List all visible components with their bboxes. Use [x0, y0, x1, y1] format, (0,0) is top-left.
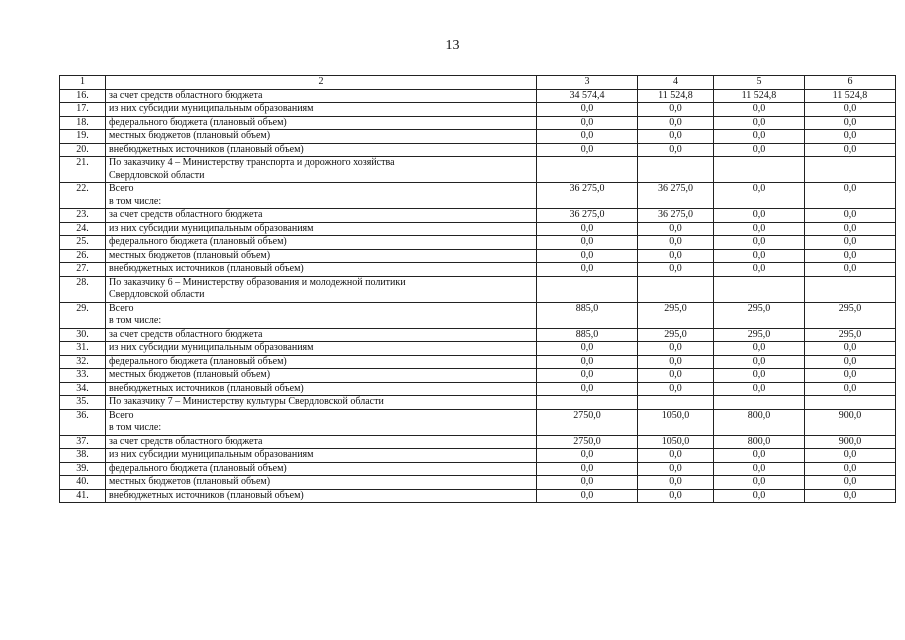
table-row: [60, 143, 896, 157]
row-value-col-4: 36 275,0: [638, 183, 714, 209]
row-value-col-3: 0,0: [537, 382, 638, 396]
row-value-col-6: 0,0: [805, 143, 896, 157]
table-row: [60, 263, 896, 277]
row-label-line: в том числе:: [109, 195, 162, 207]
row-label-line: из них субсидии муниципальным образованиям: [109, 342, 314, 353]
row-label-line: внебюджетных источников (плановый объем): [109, 263, 304, 274]
table-row: [60, 476, 896, 490]
column-header: 1: [60, 76, 106, 90]
table-header-row: [60, 76, 896, 90]
row-number: 27.: [60, 263, 106, 277]
row-label-line: местных бюджетов (плановый объем): [109, 130, 271, 141]
row-label: [106, 263, 537, 277]
table-row: [60, 342, 896, 356]
column-header: 5: [714, 76, 805, 90]
row-value-col-3: 0,0: [537, 462, 638, 476]
row-value-col-6: 11 524,8: [805, 89, 896, 103]
row-value-col-4: 295,0: [638, 302, 714, 328]
row-value-col-3: 36 275,0: [537, 209, 638, 223]
table-row: [60, 249, 896, 263]
row-value-col-6: 0,0: [805, 476, 896, 490]
row-value-col-3: [537, 396, 638, 410]
table-row: [60, 396, 896, 410]
row-value-col-5: 0,0: [714, 449, 805, 463]
row-label-line: из них субсидии муниципальным образованиям: [109, 222, 314, 234]
table-row: [60, 276, 896, 302]
row-label-line: Всего: [109, 183, 134, 194]
row-label-line: из них субсидии муниципальным образованиям: [109, 449, 314, 460]
row-label-line: внебюджетных источников (плановый объем): [109, 382, 304, 394]
table-row: [60, 236, 896, 250]
row-value-col-3: 0,0: [537, 249, 638, 263]
row-value-col-3: 0,0: [537, 263, 638, 277]
row-label-line: Свердловской области: [109, 289, 205, 300]
row-label: [106, 396, 537, 410]
row-value-col-5: 0,0: [714, 116, 805, 130]
row-label-line: федерального бюджета (плановый объем): [109, 236, 287, 247]
row-label: [106, 183, 537, 209]
row-value-col-6: 0,0: [805, 222, 896, 236]
row-value-col-5: [714, 396, 805, 410]
row-label: [106, 276, 537, 302]
table-row: [60, 116, 896, 130]
row-value-col-3: 2750,0: [537, 435, 638, 449]
table-row: [60, 435, 896, 449]
row-label-line: в том числе:: [109, 422, 162, 433]
row-value-col-6: 0,0: [805, 116, 896, 130]
table-row: [60, 222, 896, 236]
row-label-line: Всего: [109, 302, 134, 314]
row-value-col-5: 0,0: [714, 355, 805, 369]
row-number: 30.: [60, 328, 106, 342]
row-label-line: за счет средств областного бюджета: [109, 435, 263, 447]
row-label-line: местных бюджетов (плановый объем): [109, 476, 271, 487]
row-number: 36.: [60, 409, 106, 435]
row-value-col-4: 0,0: [638, 249, 714, 263]
row-label-line: внебюджетных источников (плановый объем): [109, 489, 304, 501]
row-label: [106, 236, 537, 250]
row-label: [106, 157, 537, 183]
row-value-col-6: 0,0: [805, 462, 896, 476]
row-value-col-4: [638, 276, 714, 302]
row-value-col-3: 0,0: [537, 489, 638, 503]
row-value-col-6: 0,0: [805, 103, 896, 117]
row-value-col-4: 0,0: [638, 462, 714, 476]
row-number: 40.: [60, 476, 106, 490]
row-label: [106, 369, 537, 383]
row-value-col-5: 0,0: [714, 476, 805, 490]
row-value-col-3: 0,0: [537, 130, 638, 144]
row-label-line: По заказчику 4 – Министерству транспорта и дорожного хозяйства: [109, 157, 395, 168]
row-value-col-5: 0,0: [714, 143, 805, 157]
row-value-col-3: 0,0: [537, 342, 638, 356]
row-number: 19.: [60, 130, 106, 144]
row-value-col-3: 885,0: [537, 328, 638, 342]
row-value-col-4: 0,0: [638, 449, 714, 463]
table-row: [60, 369, 896, 383]
column-header: 4: [638, 76, 714, 90]
table-row: [60, 462, 896, 476]
row-value-col-6: 295,0: [805, 328, 896, 342]
row-value-col-6: 0,0: [805, 249, 896, 263]
row-label-line: федерального бюджета (плановый объем): [109, 355, 287, 367]
row-value-col-5: 0,0: [714, 489, 805, 503]
row-number: 37.: [60, 435, 106, 449]
row-number: 16.: [60, 89, 106, 103]
row-number: 34.: [60, 382, 106, 396]
row-value-col-3: 2750,0: [537, 409, 638, 435]
row-number: 33.: [60, 369, 106, 383]
row-value-col-5: 0,0: [714, 382, 805, 396]
row-value-col-3: 0,0: [537, 103, 638, 117]
row-value-col-4: 0,0: [638, 369, 714, 383]
row-label-line: По заказчику 7 – Министерству культуры Свердловской области: [109, 396, 384, 407]
row-value-col-3: [537, 157, 638, 183]
row-number: 17.: [60, 103, 106, 117]
row-label-line: за счет средств областного бюджета: [109, 328, 263, 340]
row-value-col-5: 0,0: [714, 369, 805, 383]
row-number: 24.: [60, 222, 106, 236]
table-row: [60, 449, 896, 463]
table-row: [60, 157, 896, 183]
row-number: 29.: [60, 302, 106, 328]
row-value-col-5: 0,0: [714, 103, 805, 117]
row-value-col-5: 0,0: [714, 263, 805, 277]
row-label: [106, 302, 537, 328]
row-label-line: По заказчику 6 – Министерству образования и молодежной политики: [109, 276, 406, 288]
row-value-col-4: 1050,0: [638, 409, 714, 435]
row-value-col-4: 0,0: [638, 130, 714, 144]
row-label: [106, 489, 537, 503]
row-label: [106, 476, 537, 490]
row-value-col-6: 0,0: [805, 209, 896, 223]
row-value-col-5: 800,0: [714, 409, 805, 435]
row-label: [106, 143, 537, 157]
row-label: [106, 209, 537, 223]
row-label: [106, 89, 537, 103]
row-value-col-3: 885,0: [537, 302, 638, 328]
row-label: [106, 449, 537, 463]
page-number: 13: [445, 38, 460, 53]
row-label-line: за счет средств областного бюджета: [109, 209, 263, 220]
row-number: 32.: [60, 355, 106, 369]
row-label: [106, 355, 537, 369]
row-label: [106, 328, 537, 342]
row-value-col-5: 0,0: [714, 183, 805, 209]
row-value-col-5: 0,0: [714, 342, 805, 356]
row-value-col-4: [638, 157, 714, 183]
row-value-col-4: 0,0: [638, 489, 714, 503]
row-value-col-3: 0,0: [537, 222, 638, 236]
row-value-col-3: 0,0: [537, 236, 638, 250]
row-number: 25.: [60, 236, 106, 250]
row-number: 28.: [60, 276, 106, 302]
row-value-col-5: 295,0: [714, 328, 805, 342]
row-number: 22.: [60, 183, 106, 209]
row-value-col-5: 0,0: [714, 236, 805, 250]
row-value-col-5: 295,0: [714, 302, 805, 328]
row-value-col-3: 0,0: [537, 355, 638, 369]
row-value-col-4: 295,0: [638, 328, 714, 342]
budget-table: [59, 75, 896, 503]
row-label: [106, 382, 537, 396]
row-label: [106, 462, 537, 476]
row-value-col-6: 0,0: [805, 130, 896, 144]
table-row: [60, 130, 896, 144]
table-row: [60, 302, 896, 328]
row-value-col-6: 0,0: [805, 449, 896, 463]
row-value-col-6: 900,0: [805, 435, 896, 449]
row-value-col-5: 11 524,8: [714, 89, 805, 103]
row-value-col-3: 36 275,0: [537, 183, 638, 209]
row-label-line: из них субсидии муниципальным образованиям: [109, 103, 314, 114]
table-body: [60, 89, 896, 503]
row-value-col-5: 0,0: [714, 130, 805, 144]
row-value-col-4: 1050,0: [638, 435, 714, 449]
row-label-line: внебюджетных источников (плановый объем): [109, 143, 304, 155]
row-label-line: в том числе:: [109, 315, 162, 326]
row-value-col-5: 0,0: [714, 249, 805, 263]
row-value-col-6: [805, 396, 896, 410]
row-value-col-6: 0,0: [805, 342, 896, 356]
row-number: 26.: [60, 249, 106, 263]
row-label-line: местных бюджетов (плановый объем): [109, 249, 271, 261]
row-number: 23.: [60, 209, 106, 223]
row-label: [106, 222, 537, 236]
row-number: 18.: [60, 116, 106, 130]
column-header: 2: [106, 76, 537, 90]
row-label: [106, 249, 537, 263]
row-label-line: федерального бюджета (плановый объем): [109, 116, 287, 128]
row-value-col-6: 0,0: [805, 382, 896, 396]
row-value-col-6: 0,0: [805, 263, 896, 277]
table-row: [60, 89, 896, 103]
row-number: 20.: [60, 143, 106, 157]
row-label-line: за счет средств областного бюджета: [109, 89, 263, 101]
table-row: [60, 382, 896, 396]
row-value-col-6: 0,0: [805, 489, 896, 503]
row-value-col-4: 0,0: [638, 355, 714, 369]
table-row: [60, 209, 896, 223]
row-value-col-4: 0,0: [638, 143, 714, 157]
row-value-col-3: 34 574,4: [537, 89, 638, 103]
row-value-col-3: [537, 276, 638, 302]
row-value-col-6: 0,0: [805, 355, 896, 369]
table-row: [60, 409, 896, 435]
row-value-col-5: [714, 157, 805, 183]
row-value-col-6: 295,0: [805, 302, 896, 328]
row-value-col-3: 0,0: [537, 449, 638, 463]
row-value-col-5: [714, 276, 805, 302]
row-value-col-6: 0,0: [805, 183, 896, 209]
row-value-col-4: 0,0: [638, 116, 714, 130]
row-value-col-3: 0,0: [537, 369, 638, 383]
row-value-col-4: 0,0: [638, 382, 714, 396]
row-label-line: Свердловской области: [109, 169, 205, 181]
table-row: [60, 103, 896, 117]
row-value-col-6: 0,0: [805, 236, 896, 250]
row-number: 39.: [60, 462, 106, 476]
row-value-col-5: 0,0: [714, 209, 805, 223]
row-number: 38.: [60, 449, 106, 463]
table-row: [60, 355, 896, 369]
row-label: [106, 130, 537, 144]
row-number: 21.: [60, 157, 106, 183]
row-value-col-3: 0,0: [537, 476, 638, 490]
row-value-col-6: 0,0: [805, 369, 896, 383]
row-number: 41.: [60, 489, 106, 503]
column-header: 6: [805, 76, 896, 90]
row-value-col-3: 0,0: [537, 116, 638, 130]
row-number: 31.: [60, 342, 106, 356]
row-label-line: федерального бюджета (плановый объем): [109, 462, 287, 474]
row-value-col-4: [638, 396, 714, 410]
column-header: 3: [537, 76, 638, 90]
row-label: [106, 435, 537, 449]
table-row: [60, 489, 896, 503]
row-value-col-4: 0,0: [638, 236, 714, 250]
row-value-col-5: 0,0: [714, 222, 805, 236]
row-label-line: Всего: [109, 409, 134, 421]
row-label: [106, 103, 537, 117]
row-value-col-3: 0,0: [537, 143, 638, 157]
row-value-col-6: [805, 157, 896, 183]
row-label: [106, 409, 537, 435]
row-label: [106, 116, 537, 130]
row-value-col-4: 36 275,0: [638, 209, 714, 223]
row-value-col-4: 0,0: [638, 476, 714, 490]
row-value-col-4: 0,0: [638, 222, 714, 236]
row-value-col-6: 900,0: [805, 409, 896, 435]
row-number: 35.: [60, 396, 106, 410]
table-row: [60, 328, 896, 342]
row-value-col-5: 800,0: [714, 435, 805, 449]
table-row: [60, 183, 896, 209]
row-value-col-4: 11 524,8: [638, 89, 714, 103]
row-value-col-5: 0,0: [714, 462, 805, 476]
row-label-line: местных бюджетов (плановый объем): [109, 369, 271, 380]
row-value-col-4: 0,0: [638, 342, 714, 356]
row-value-col-4: 0,0: [638, 103, 714, 117]
row-value-col-6: [805, 276, 896, 302]
row-label: [106, 342, 537, 356]
row-value-col-4: 0,0: [638, 263, 714, 277]
